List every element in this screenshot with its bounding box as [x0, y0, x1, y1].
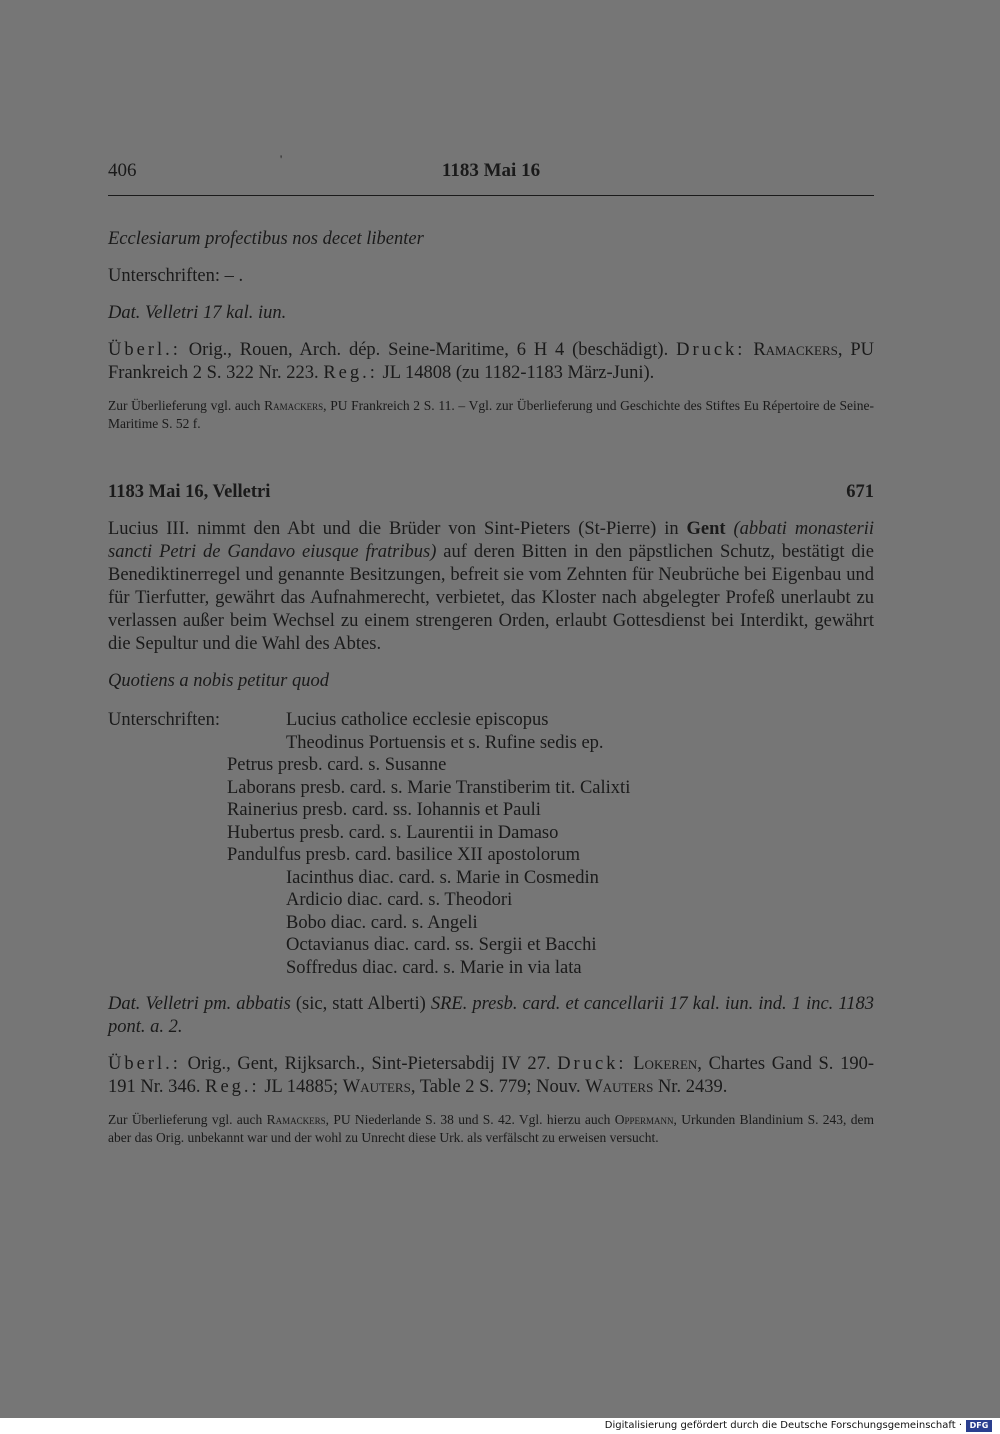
- subscriber-name: Ardicio diac. card. s. Theodori: [286, 890, 513, 910]
- prev-dating: Dat. Velletri 17 kal. iun.: [108, 303, 287, 323]
- druck-author: Ramackers: [753, 340, 838, 360]
- reg-text: , Table 2 S. 779; Nouv.: [410, 1077, 581, 1097]
- druck-label: Druck:: [676, 340, 746, 360]
- subscription-row: [108, 889, 874, 912]
- subscriber-name: Theodinus Portuensis et s. Rufine sedis ep.: [286, 732, 604, 753]
- regest-text: Lucius III. nimmt den Abt und die Brüder von Sint-Pieters (St-Pierre) in: [108, 519, 679, 539]
- subscription-row: [108, 799, 874, 822]
- prev-subscriptions: Unterschriften: – .: [108, 266, 244, 286]
- reg-text: JL 14885;: [264, 1077, 339, 1097]
- subscription-row: [108, 822, 874, 845]
- subscriber-name: Iacinthus diac. card. s. Marie in Cosmedin: [286, 867, 599, 888]
- druck-label: Druck:: [557, 1054, 627, 1074]
- uberl-label: Überl.:: [108, 340, 181, 360]
- subscription-row: [108, 957, 874, 980]
- note-text: , Urkunden Blandinium S. 243, dem aber das Orig. unbekannt war und der wohl zu Unrecht diese Urk. als verfälscht zu erweisen versucht.: [108, 1112, 874, 1145]
- entry-date-place: 1183 Mai 16, Velletri: [108, 482, 271, 502]
- entry-incipit: Quotiens a nobis petitur quod: [108, 671, 329, 691]
- dating-text: SRE. presb. card. et cancellarii 17 kal. iun. ind. 1 inc. 1183 pont. a. 2.: [108, 994, 875, 1037]
- subscriber-name: Lucius catholice ecclesie episcopus: [286, 710, 549, 730]
- subscription-row: [108, 844, 874, 867]
- uberl-text: Orig., Rouen, Arch. dép. Seine-Maritime, 6 H 4 (beschädigt).: [188, 340, 669, 360]
- reg-text: JL 14808 (zu 1182-1183 März-Juni).: [382, 363, 655, 383]
- subscriber-name: Soffredus diac. card. s. Marie in via lata: [286, 957, 582, 978]
- subscription-row: [108, 934, 874, 957]
- running-title: 1183 Mai 16: [441, 160, 541, 181]
- reg-author: Wauters: [342, 1077, 411, 1097]
- note-author: Ramackers: [264, 398, 324, 413]
- regest-text: auf deren Bitten in den päpstlichen Schutz, bestätigt die Benediktinerregel und genannte Besitzungen, befreit sie vom Zehnten für Neubrüche bei Eigenbau und für Tierfutter, gewährt das Aufnahmerecht, verbietet, das Kloster nach abgelegter Profeß unerlaubt zu verlassen außer beim Wechsel zu einem strengeren Orden, erlaubt Gottesdienst bei Interdikt, gewährt die Sepultur und die Wahl des Abtes.: [108, 542, 875, 654]
- entry-regest: [108, 518, 874, 656]
- regest-latin: (abbati monasterii sancti Petri de Gandavo eiusque fratribus): [108, 519, 874, 562]
- dating-text: Dat. Velletri pm. abbatis: [108, 994, 291, 1014]
- subscription-list: [108, 709, 874, 979]
- subscription-row: [108, 732, 874, 755]
- reg-label: Reg.:: [323, 363, 378, 383]
- uberl-label: Überl.:: [108, 1054, 181, 1074]
- note-text: , PU Frankreich 2 S. 11. – Vgl. zur Überlieferung und Geschichte des Stiftes Eu Répertoire de Seine-Maritime S. 52 f.: [108, 398, 875, 431]
- subscriber-name: Pandulfus presb. card. basilice XII apostolorum: [227, 845, 580, 865]
- subscriber-name: Rainerius presb. card. ss. Iohannis et Pauli: [227, 800, 541, 820]
- reg-text: Nr. 2439.: [657, 1077, 728, 1097]
- footer-bar: [0, 1418, 1000, 1434]
- entry-tradition: [108, 1053, 874, 1099]
- dating-remark: (sic, statt Alberti): [295, 994, 426, 1014]
- note-author: Oppermann: [614, 1112, 674, 1127]
- entry-dating: [108, 993, 874, 1039]
- subscription-row: [108, 754, 874, 777]
- druck-text: , PU Frankreich 2 S. 322 Nr. 223.: [108, 340, 875, 383]
- subscriptions-label: Unterschriften:: [108, 710, 220, 730]
- reg-author: Wauters: [585, 1077, 654, 1097]
- scan-mark: ': [280, 152, 283, 166]
- header-rule: [108, 195, 874, 196]
- subscriber-name: Petrus presb. card. s. Susanne: [227, 755, 447, 775]
- note-text: Zur Überlieferung vgl. auch: [108, 398, 261, 413]
- entry-number: 671: [846, 482, 874, 502]
- note-text: Zur Überlieferung vgl. auch: [108, 1112, 263, 1127]
- page-number: 406: [108, 160, 137, 181]
- prev-tradition: [108, 339, 874, 385]
- entry-heading: [108, 481, 874, 504]
- subscriber-name: Octavianus diac. card. ss. Sergii et Bacchi: [286, 935, 597, 955]
- subscriber-name: Hubertus presb. card. s. Laurentii in Damaso: [227, 822, 559, 843]
- subscriber-name: Laborans presb. card. s. Marie Transtiberim tit. Calixti: [227, 777, 631, 798]
- subscription-row: [108, 867, 874, 890]
- druck-author: Lokeren: [633, 1054, 698, 1074]
- note-author: Ramackers: [266, 1112, 326, 1127]
- prev-incipit: Ecclesiarum profectibus nos decet libenter: [108, 229, 424, 249]
- subscription-row: [108, 912, 874, 935]
- subscriber-name: Bobo diac. card. s. Angeli: [286, 912, 478, 933]
- note-text: , PU Niederlande S. 38 und S. 42. Vgl. hierzu auch: [325, 1112, 611, 1127]
- subscription-row: [108, 709, 874, 732]
- entry-note: [108, 1111, 874, 1147]
- prev-note: [108, 397, 874, 433]
- regest-place: Gent: [686, 519, 726, 539]
- subscription-row: [108, 777, 874, 800]
- uberl-text: Orig., Gent, Rijksarch., Sint-Pietersabdij IV 27.: [187, 1054, 551, 1074]
- funding-notice: Digitalisierung gefördert durch die Deutsche Forschungsgemeinschaft ·: [604, 1420, 962, 1431]
- dfg-logo: DFG: [966, 1420, 992, 1432]
- reg-label: Reg.:: [205, 1077, 260, 1097]
- page-content: [108, 228, 874, 1147]
- druck-text: , Chartes Gand S. 190-191 Nr. 346.: [108, 1054, 875, 1097]
